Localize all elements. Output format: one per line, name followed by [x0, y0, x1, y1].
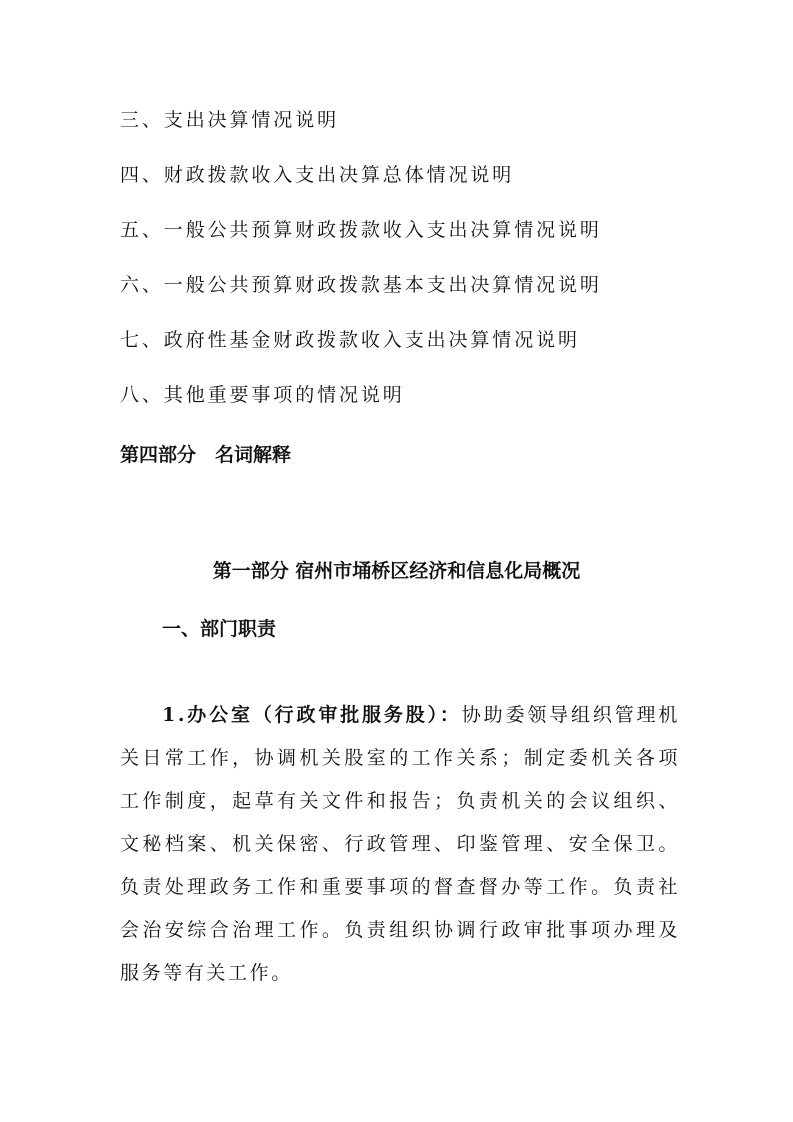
toc-item: 七、政府性基金财政拨款收入支出决算情况说明	[120, 329, 580, 351]
toc-item: 八、其他重要事项的情况说明	[120, 384, 405, 406]
toc-item: 三、支出决算情况说明	[120, 109, 340, 131]
paragraph-text: 协助委领导组织管理机关日常工作，协调机关股室的工作关系；制定委机关各项工作制度，起草有关文件和报告；负责机关的会议组织、文秘档案、机关保密、行政管理、印鉴管理、安全保卫。负责处理政务工作和重要事项的督查督办等工作。负责社会治安综合治理工作。负责组织协调行政审批事项办理及服务等有关工作。	[120, 704, 680, 984]
toc-item: 五、一般公共预算财政拨款收入支出决算情况说明	[120, 219, 602, 241]
body-paragraph	[120, 694, 680, 995]
paragraph-lead: 1.办公室（行政审批服务股）：	[162, 704, 462, 726]
toc-item: 四、财政拨款收入支出决算总体情况说明	[120, 164, 515, 186]
section-title: 第一部分 宿州市埇桥区经济和信息化局概况	[212, 560, 581, 582]
part-heading: 第四部分 名词解释	[120, 444, 292, 466]
toc-item: 六、一般公共预算财政拨款基本支出决算情况说明	[120, 274, 602, 296]
subsection-title: 一、部门职责	[162, 618, 277, 640]
